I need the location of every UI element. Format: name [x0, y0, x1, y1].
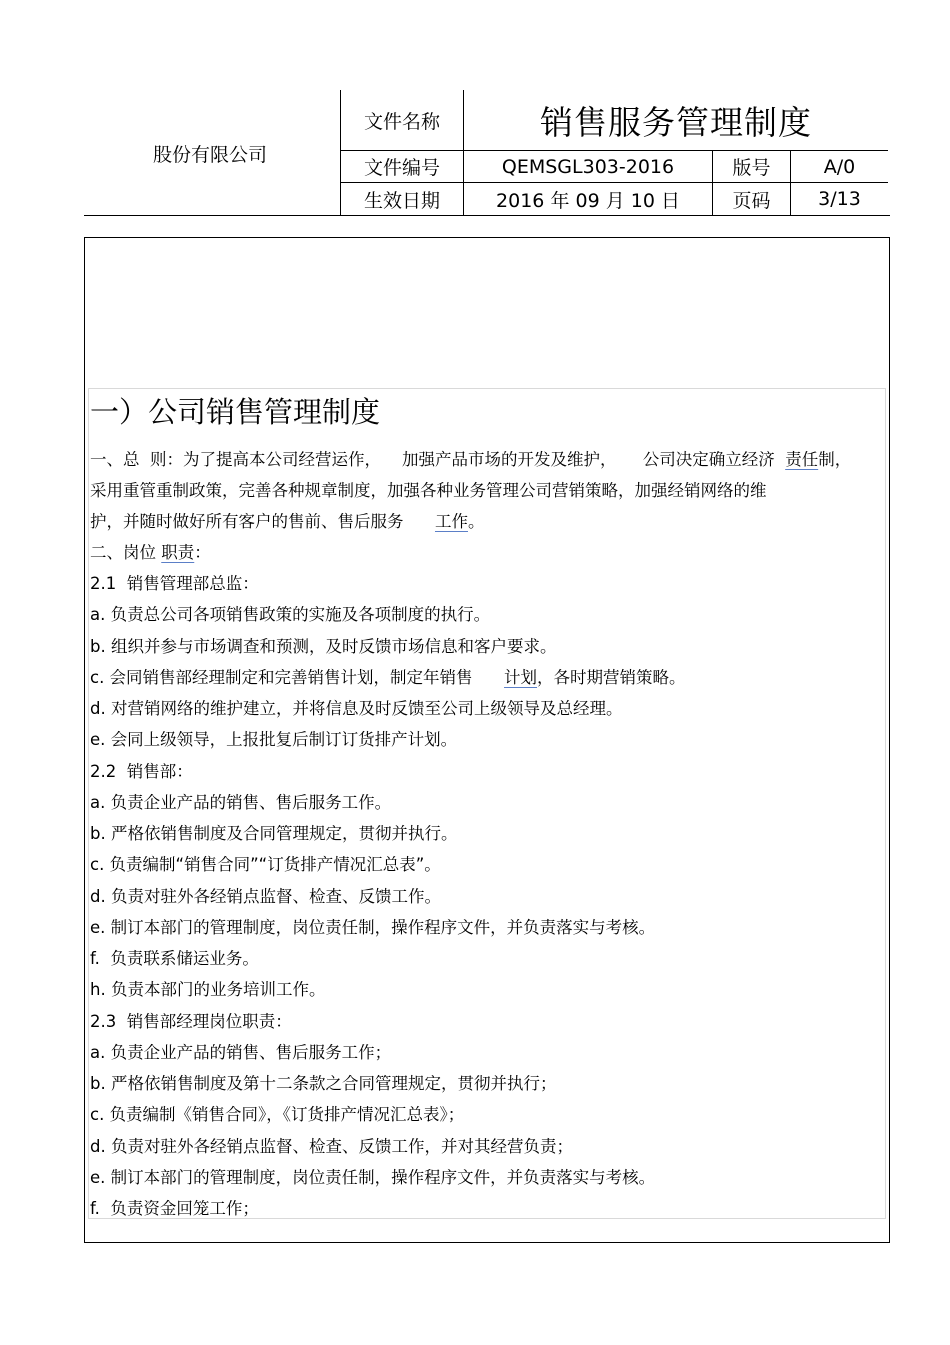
list-item: c. 负责编制《销售合同》，《订货排产情况汇总表》；: [90, 1105, 465, 1125]
list-item: 2.2 销售部：: [90, 761, 193, 781]
list-item: b. 组织并参与市场调查和预测，及时反馈市场信息和客户要求。: [90, 636, 557, 656]
plan-line: c. 会同销售部经理制定和完善销售计划，制定年销售 计划，各时期营销策略。: [90, 668, 686, 687]
company-name: 股份有限公司: [152, 144, 267, 166]
header-divider: [84, 215, 890, 216]
responsibility-link[interactable]: 责任: [785, 450, 819, 469]
general-paragraph-line: 护，并随时做好所有客户的售前、售后服务 工作。: [90, 512, 485, 531]
general-paragraph-line: 采用重管重制政策，完善各种规章制度，加强各种业务管理公司营销策略，加强经销网络的维: [90, 481, 767, 500]
page-label: 页码: [732, 189, 771, 212]
list-item: c. 负责编制“销售合同”“订货排产情况汇总表”。: [90, 855, 441, 875]
file-no-label: 文件编号: [363, 157, 440, 179]
list-item: b. 严格依销售制度及合同管理规定，贯彻并执行。: [90, 824, 458, 843]
file-name-label: 文件名称: [363, 110, 440, 133]
list-item: a. 负责企业产品的销售、售后服务工作。: [90, 792, 392, 812]
list-item: d. 负责对驻外各经销点监督、检查、反馈工作，并对其经营负责；: [90, 1136, 573, 1156]
plan-link[interactable]: 计划: [504, 668, 538, 687]
list-item: d. 负责对驻外各经销点监督、检查、反馈工作。: [90, 886, 441, 906]
list-item: b. 严格依销售制度及第十二条款之合同管理规定，贯彻并执行；: [90, 1074, 557, 1093]
document-title: 销售服务管理制度: [540, 102, 812, 142]
list-item: a. 负责企业产品的销售、售后服务工作；: [90, 1042, 392, 1062]
file-no-value: QEMSGL303-2016: [501, 155, 675, 178]
list-item: f. 负责资金回笼工作；: [90, 1199, 259, 1218]
list-item: e. 制订本部门的管理制度，岗位责任制，操作程序文件，并负责落实与考核。: [90, 1167, 656, 1187]
list-item: a. 负责总公司各项销售政策的实施及各项制度的执行。: [90, 605, 491, 625]
page-value: 3/13: [818, 188, 861, 210]
work-link[interactable]: 工作: [434, 512, 468, 531]
version-value: A/0: [823, 155, 856, 178]
list-item: d. 对营销网络的维护建立，并将信息及时反馈至公司上级领导及总经理。: [90, 699, 623, 718]
list-item: h. 负责本部门的业务培训工作。: [90, 980, 326, 1000]
effective-date-value: 2016 年 09 月 10 日: [496, 189, 680, 212]
list-item: 2.1 销售管理部总监：: [90, 574, 259, 593]
version-label: 版号: [732, 157, 771, 179]
list-item: e. 制订本部门的管理制度，岗位责任制，操作程序文件，并负责落实与考核。: [90, 917, 656, 937]
section-title: 一）公司销售管理制度: [90, 395, 381, 429]
list-item: f. 负责联系储运业务。: [90, 949, 259, 968]
duty-link[interactable]: 职责: [161, 543, 195, 562]
general-paragraph-line: 一、总 则：为了提高本公司经营运作， 加强产品市场的开发及维护， 公司决定确立经济 责任制，: [90, 450, 852, 469]
effective-date-label: 生效日期: [363, 189, 440, 212]
list-item: e. 会同上级领导，上报批复后制订订货排产计划。: [90, 730, 458, 750]
duty-heading: 二、岗位 职责：: [90, 543, 211, 562]
list-item: 2.3 销售部经理岗位职责：: [90, 1011, 292, 1031]
